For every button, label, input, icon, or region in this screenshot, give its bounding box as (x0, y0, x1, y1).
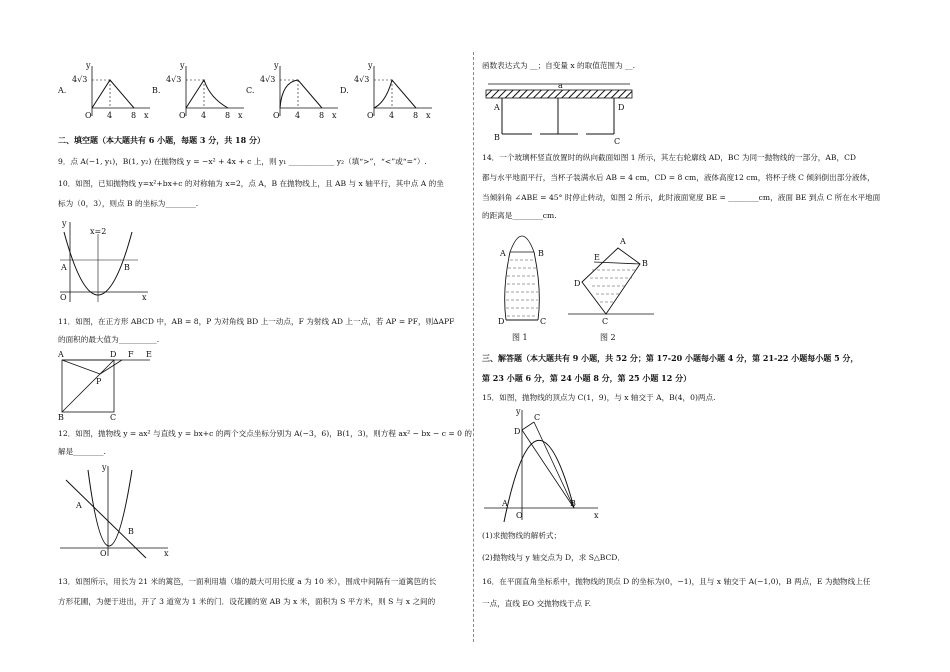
cup2-point-d: D (574, 279, 581, 288)
ymax-label: 4√3 (260, 75, 276, 84)
question-16-line1: 16．在平面直角坐标系中，抛物线的顶点 D 的坐标为(0，−1)，且与 x 轴交于 A(−1,0)，B 两点，E 为抛物线上任 (482, 577, 871, 586)
point-d-label: D (514, 427, 521, 436)
tick-4: 4 (107, 111, 113, 120)
point-a-label: A (58, 350, 64, 359)
point-f-label: F (128, 350, 134, 359)
point-p-label: P (96, 377, 102, 386)
point-a-label: A (494, 103, 500, 112)
cup1-point-b: B (538, 249, 544, 258)
figure-2-caption: 图 2 (600, 333, 616, 342)
point-c-label: C (534, 413, 541, 422)
figure-14-cups (482, 230, 682, 348)
point-b-label: B (58, 413, 64, 422)
x-label: x (164, 549, 169, 558)
cup2-point-c: C (602, 317, 609, 326)
origin-label: O (60, 293, 67, 302)
option-a-graph (72, 62, 152, 122)
question-13-line2: 方形花圃，为便于进出，开了 3 道宽为 1 米的门．设花圃的宽 AB 为 x 米，面积为 S 平方米，则 S 与 x 之间的 (58, 597, 436, 606)
point-d-label: D (618, 103, 625, 112)
cup2-point-a: A (620, 237, 626, 246)
question-11-line2: 的面积的最大值为__________. (58, 335, 160, 344)
option-d-graph (354, 62, 434, 122)
question-14-line4: 的距离是________cm. (482, 211, 557, 220)
y-label: y (516, 407, 521, 416)
origin-label: O (273, 111, 280, 120)
tick-8: 8 (225, 111, 231, 120)
option-d-label: D. (340, 86, 349, 95)
question-10-line2: 标为（0，3），则点 B 的坐标为________. (58, 199, 199, 208)
question-9: 9．点 A(−1, y₁)，B(1, y₂) 在抛物线 y = −x² + 4x + c 上，则 y₁ ____________ y₂（填“>”，“<”或“=”）. (58, 157, 427, 166)
x-axis-label: x (238, 111, 243, 120)
point-a-label: A (76, 501, 82, 510)
question-13-line3: 函数表达式为 __；自变量 x 的取值范围为 __. (482, 61, 636, 70)
y-axis-label: y (274, 61, 279, 70)
point-b-label: B (570, 499, 576, 508)
tick-8: 8 (319, 111, 325, 120)
y-label: y (62, 219, 67, 228)
ymax-label: 4√3 (72, 75, 88, 84)
option-c-label: C. (246, 86, 255, 95)
wall-length-label: a (558, 81, 563, 90)
figure-11-square (58, 352, 168, 422)
point-a-label: A (61, 263, 67, 272)
figure-12-parabola-line (58, 462, 178, 558)
point-b-label: B (494, 133, 500, 142)
option-a-label: A. (58, 86, 67, 95)
question-13-line1: 13．如图所示，用长为 21 米的篱笆，一面利用墙（墙的最大可用长度 a 为 10 米），围成中间隔有一道篱笆的长 (58, 577, 437, 586)
point-c-label: C (614, 137, 621, 146)
point-c-label: C (110, 413, 117, 422)
origin-label: O (367, 111, 374, 120)
axis-line-label: x=2 (90, 227, 107, 236)
section-2-heading: 二、填空题（本大题共有 6 小题，每题 3 分，共 18 分） (58, 135, 265, 145)
point-e-label: E (146, 350, 152, 359)
option-b-label: B. (152, 86, 161, 95)
question-14-line1: 14．一个玻璃杯竖直放置时的纵向截面如图 1 所示，其左右轮廓线 AD，BC 为同一抛物线的一部分，AB，CD (482, 153, 856, 162)
section-3-heading-line2: 第 23 小题 6 分，第 24 小题 8 分，第 25 小题 12 分） (482, 373, 692, 383)
question-11-line1: 11．如图，在正方形 ABCD 中，AB = 8，P 为对角线 BD 上一动点，F 为射线 AD 上一点，若 AP = PF，则∆APF (58, 317, 455, 326)
origin-label: O (179, 111, 186, 120)
question-15-part2: (2)抛物线与 y 轴交点为 D，求 S△BCD． (482, 553, 625, 562)
x-axis-label: x (332, 111, 337, 120)
x-axis-label: x (426, 111, 431, 120)
question-16-line2: 一点，直线 EO 交抛物线于点 F. (482, 599, 592, 608)
tick-8: 8 (131, 111, 137, 120)
option-b-graph (166, 62, 246, 122)
origin-label: O (516, 511, 523, 520)
cup2-point-b: B (642, 259, 648, 268)
x-axis-label: x (144, 111, 149, 120)
question-14-line2: 都与水平地面平行，当杯子装满水后 AB = 4 cm，CD = 8 cm，液体高度12 cm，将杯子绕 C 倾斜倒出部分液体， (482, 173, 875, 182)
point-b-label: B (124, 263, 130, 272)
x-label: x (142, 293, 147, 302)
column-divider (473, 52, 474, 642)
cup2-point-e: E (594, 253, 600, 262)
figure-1-caption: 图 1 (512, 333, 528, 342)
question-12-line1: 12．如图，抛物线 y = ax² 与直线 y = bx+c 的两个交点坐标分别为 A(−3，6)，B(1，3)，则方程 ax² − bx − c = 0 的 (58, 429, 473, 438)
y-label: y (102, 463, 107, 472)
point-d-label: D (110, 350, 117, 359)
section-3-heading-line1: 三、解答题（本大题共有 9 小题，共 52 分；第 17-20 小题每小题 4 分，第 21-22 小题每小题 5 分， (482, 353, 859, 363)
point-b-label: B (128, 527, 134, 536)
question-15: 15．如图，抛物线的顶点为 C(1，9)，与 x 轴交于 A，B(4，0)两点. (482, 393, 716, 402)
question-12-line2: 解是________. (58, 447, 106, 456)
cup1-point-a: A (500, 249, 506, 258)
ymax-label: 4√3 (166, 75, 182, 84)
ymax-label: 4√3 (354, 75, 370, 84)
question-10-line1: 10．如图，已知抛物线 y=x²+bx+c 的对称轴为 x=2，点 A，B 在抛物线上，且 AB 与 x 轴平行，其中点 A 的坐 (58, 179, 444, 188)
figure-15-parabola (482, 406, 612, 522)
tick-4: 4 (201, 111, 207, 120)
point-a-label: A (502, 499, 508, 508)
question-15-part1: (1)求抛物线的解析式； (482, 531, 562, 540)
origin-label: O (100, 549, 107, 558)
figure-13-fence (482, 78, 642, 148)
cup1-point-d: D (498, 317, 505, 326)
right-column (482, 0, 894, 672)
cup1-point-c: C (540, 317, 547, 326)
figure-10-parabola (58, 218, 158, 304)
y-axis-label: y (86, 61, 91, 70)
y-axis-label: y (368, 61, 373, 70)
tick-4: 4 (389, 111, 395, 120)
tick-8: 8 (413, 111, 419, 120)
question-14-line3: 当倾斜角 ∠ABE = 45° 时停止转动，如图 2 所示，此时液面宽度 BE = ________cm，液面 BE 到点 C 所在水平地面 (482, 193, 881, 202)
left-column (58, 0, 473, 672)
tick-4: 4 (295, 111, 301, 120)
origin-label: O (85, 111, 92, 120)
x-label: x (594, 511, 599, 520)
option-c-graph (260, 62, 340, 122)
y-axis-label: y (180, 61, 185, 70)
